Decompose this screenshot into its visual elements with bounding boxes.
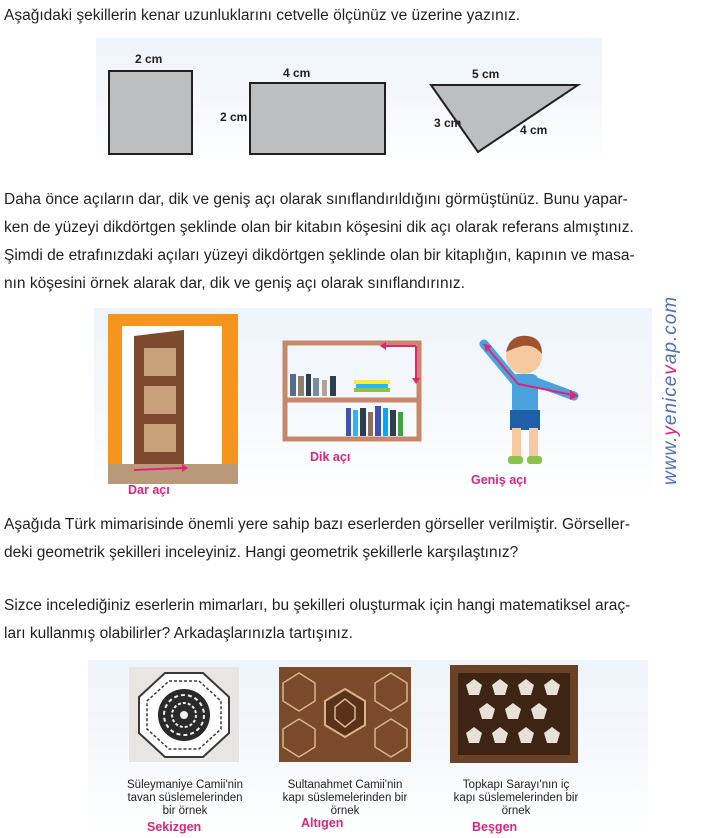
obtuse-angle-label: Geniş açı — [471, 473, 527, 487]
hexagon-answer: Altıgen — [301, 816, 344, 830]
architecture-paragraph — [4, 511, 700, 567]
rectangle-top-label: 4 cm — [283, 66, 311, 80]
acute-angle-label: Dar açı — [128, 483, 170, 497]
square-shape — [108, 70, 193, 155]
paragraph-line: Daha önce açıların dar, dik ve geniş açı olarak sınıflandırıldığını görmüştünüz. Bunu yapar- — [4, 191, 628, 208]
pentagon-answer: Beşgen — [472, 820, 518, 834]
paragraph-line: ken de yüzeyi dikdörtgen şeklinde olan bir kitabın köşesini dik açı olarak referans almıştınız. — [4, 219, 634, 236]
paragraph-line: Aşağıda Türk mimarisinde önemli yere sahip bazı eserlerden görseller verilmiştir. Görseller- — [4, 516, 630, 533]
angles-paragraph — [4, 186, 700, 298]
bookshelf-illustration — [282, 340, 422, 442]
paragraph-line: ları kullanmış olabilirler? Arkadaşlarınızla tartışınız. — [4, 625, 353, 642]
instruction-text: Aşağıdaki şekillerin kenar uzunluklarını cetvelle ölçünüz ve üzerine yazınız. — [4, 7, 521, 24]
child-illustration — [470, 330, 588, 472]
paragraph-line: deki geometrik şekilleri inceleyiniz. Hangi geometrik şekillerle karşılaştınız? — [4, 544, 519, 561]
triangle-top-label: 5 cm — [472, 67, 500, 81]
triangle-left-label: 3 cm — [434, 116, 462, 130]
triangle-right-label: 4 cm — [520, 123, 548, 137]
suleymaniye-octagon-photo — [129, 667, 239, 762]
right-angle-label: Dik açı — [310, 450, 351, 464]
paragraph-line: nın köşesini örnek alarak dar, dik ve geniş açı olarak sınıflandırınız. — [4, 275, 465, 292]
octagon-answer: Sekizgen — [147, 820, 202, 834]
topkapi-pentagon-photo — [450, 665, 578, 763]
sultanahmet-caption: Sultanahmet Camii'nin kapı süslemelerinden bir örnek — [282, 779, 408, 817]
square-side-label: 2 cm — [135, 52, 163, 66]
door-illustration — [108, 314, 238, 484]
sultanahmet-hexagon-photo — [279, 667, 411, 762]
topkapi-caption: Topkapı Sarayı'nın iç kapı süslemelerinden bir örnek — [453, 779, 579, 817]
suleymaniye-caption: Süleymaniye Camii'nin tavan süslemelerinden bir örnek — [127, 779, 243, 817]
watermark-text: www.yenicevap.com — [660, 295, 681, 485]
paragraph-line: Sizce incelediğiniz eserlerin mimarları, bu şekilleri oluşturmak için hangi matematiksel araç- — [4, 597, 631, 614]
discussion-paragraph — [4, 592, 700, 648]
rectangle-left-label: 2 cm — [220, 110, 248, 124]
paragraph-line: Şimdi de etrafınızdaki açıları yüzeyi dikdörtgen şeklinde olan bir kitaplığın, kapının ve masa- — [4, 247, 635, 264]
rectangle-shape — [249, 82, 386, 155]
